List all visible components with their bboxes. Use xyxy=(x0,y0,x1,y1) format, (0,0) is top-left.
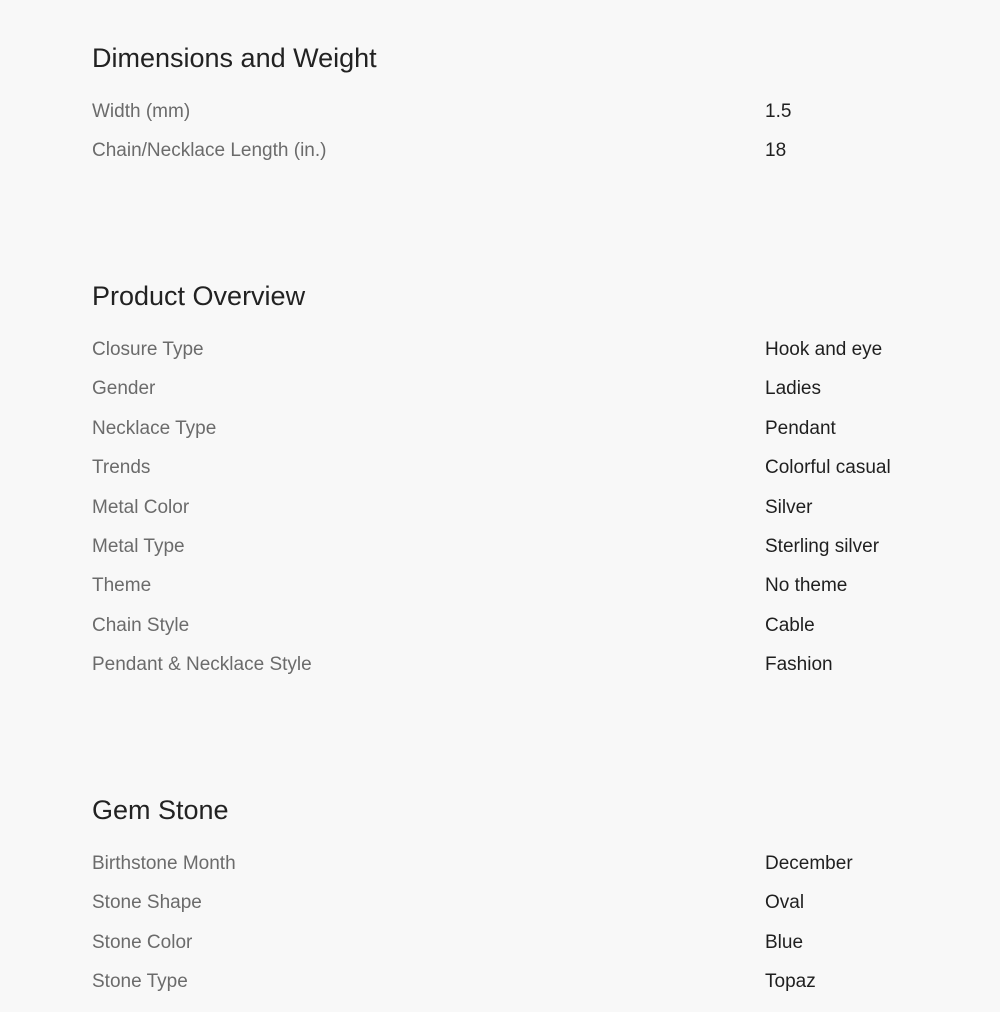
spec-value: Colorful casual xyxy=(765,457,891,479)
spec-row xyxy=(92,498,922,537)
spec-label: Necklace Type xyxy=(92,417,217,439)
spec-label: Theme xyxy=(92,575,152,597)
spec-row xyxy=(92,616,922,655)
spec-value: Hook and eye xyxy=(765,339,883,360)
spec-label: Pendant & Necklace Style xyxy=(92,654,312,676)
section-product-overview xyxy=(92,279,922,695)
spec-value: No theme xyxy=(765,575,848,597)
spec-label: Chain/Necklace Length (in.) xyxy=(92,140,327,162)
spec-value: Blue xyxy=(765,931,804,953)
section-title: Product Overview xyxy=(92,281,306,311)
spec-label: Stone Color xyxy=(92,931,193,953)
spec-row xyxy=(92,933,922,972)
spec-label: Metal Type xyxy=(92,535,185,557)
spec-label: Birthstone Month xyxy=(92,853,236,874)
spec-row xyxy=(92,141,922,180)
spec-label: Stone Type xyxy=(92,971,188,993)
spec-row xyxy=(92,854,922,893)
spec-row xyxy=(92,537,922,576)
spec-value: Ladies xyxy=(765,378,821,400)
spec-value: 18 xyxy=(765,140,787,162)
spec-row xyxy=(92,340,922,379)
spec-row xyxy=(92,972,922,1011)
spec-row xyxy=(92,102,922,141)
spec-label: Gender xyxy=(92,378,156,400)
spec-list xyxy=(92,854,922,1012)
spec-value: Silver xyxy=(765,496,813,518)
section-title: Gem Stone xyxy=(92,795,229,825)
spec-row xyxy=(92,379,922,418)
spec-label: Metal Color xyxy=(92,496,190,518)
spec-value: Oval xyxy=(765,892,805,914)
spec-label: Closure Type xyxy=(92,339,204,360)
spec-row xyxy=(92,576,922,615)
spec-row xyxy=(92,458,922,497)
section-dimensions-and-weight xyxy=(92,41,922,181)
spec-row xyxy=(92,655,922,694)
spec-value: Fashion xyxy=(765,654,833,676)
spec-value: Topaz xyxy=(765,971,816,993)
spec-label: Width (mm) xyxy=(92,101,191,122)
section-title: Dimensions and Weight xyxy=(92,43,377,73)
section-gem-stone xyxy=(92,793,922,1012)
spec-value: Pendant xyxy=(765,417,836,439)
spec-value: 1.5 xyxy=(765,101,792,122)
spec-row xyxy=(92,419,922,458)
spec-label: Stone Shape xyxy=(92,892,202,914)
spec-value: Cable xyxy=(765,614,815,636)
spec-list xyxy=(92,340,922,695)
spec-label: Trends xyxy=(92,457,151,479)
spec-label: Chain Style xyxy=(92,614,190,636)
spec-row xyxy=(92,893,922,932)
spec-list xyxy=(92,102,922,181)
spec-value: December xyxy=(765,853,853,874)
spec-value: Sterling silver xyxy=(765,535,880,557)
